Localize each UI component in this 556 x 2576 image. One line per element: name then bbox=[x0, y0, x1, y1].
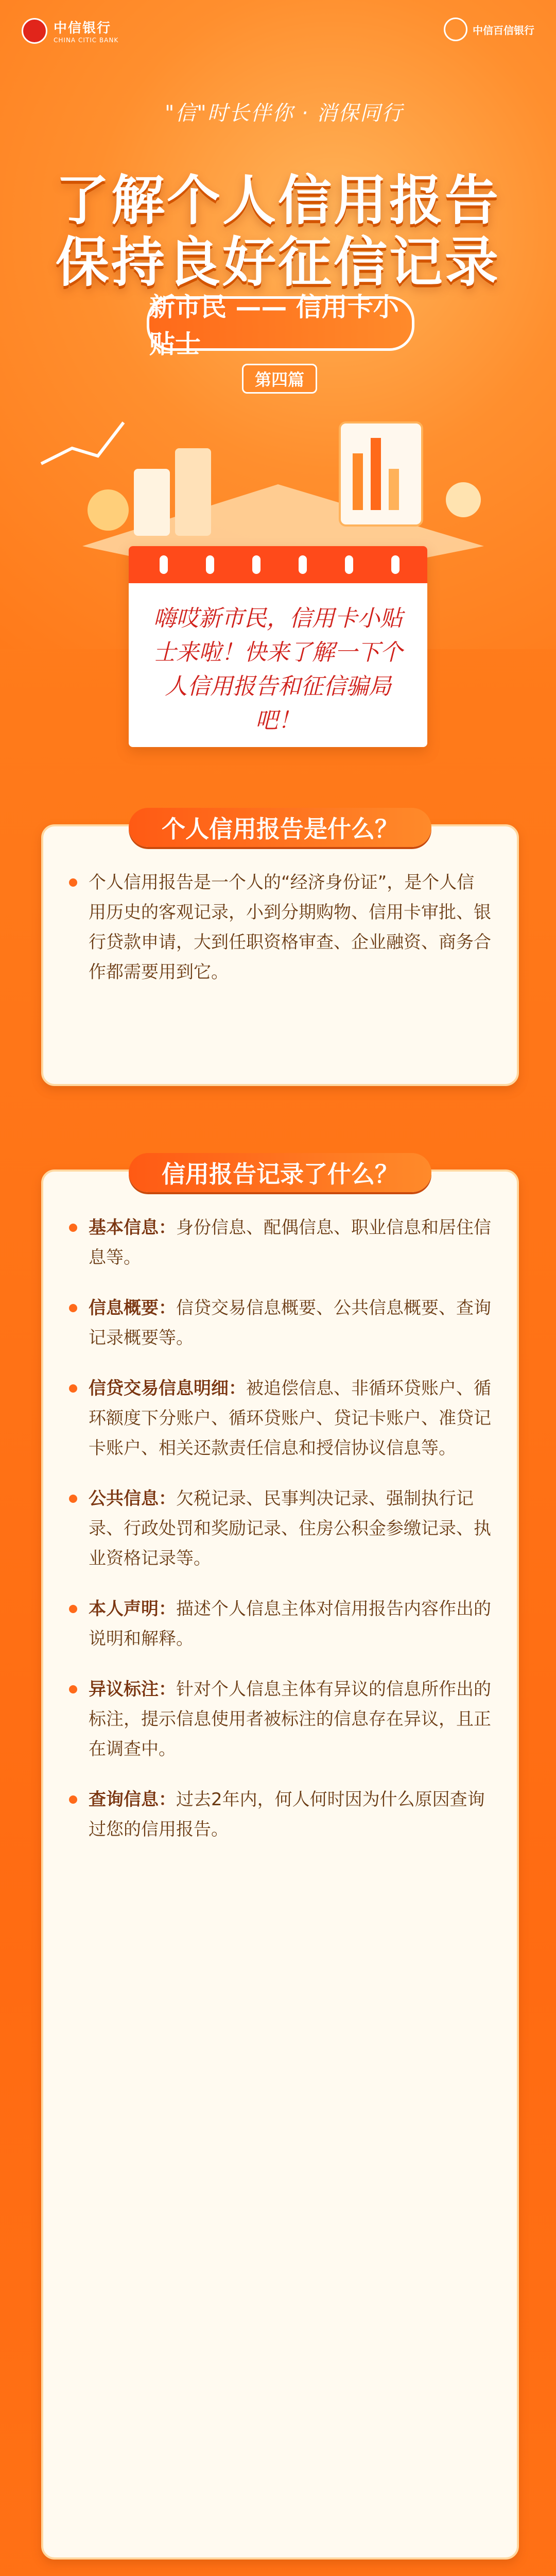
list-item bbox=[69, 868, 491, 987]
bank-logo-icon bbox=[22, 18, 47, 44]
item-label: 异议标注： bbox=[89, 1679, 176, 1700]
list-item bbox=[69, 1674, 491, 1764]
slogan: "信"时长伴你 · 消保同行 bbox=[165, 101, 403, 125]
item-text: 过去2年内，何人何时因为什么原因查询过您的信用报告。 bbox=[89, 1789, 485, 1840]
bullet-icon bbox=[69, 1384, 77, 1393]
item-label: 公共信息： bbox=[89, 1488, 176, 1509]
item-label: 本人声明： bbox=[89, 1599, 176, 1619]
section-report-contents bbox=[41, 1160, 519, 2560]
bullet-icon bbox=[69, 1795, 77, 1804]
item-text: 描述个人信息主体对信用报告内容作出的说明和解释。 bbox=[89, 1599, 491, 1649]
list-item bbox=[69, 1594, 491, 1654]
ring-icon bbox=[252, 555, 260, 574]
partner-logo bbox=[444, 18, 534, 41]
section-title: 信用报告记录了什么？ bbox=[129, 1153, 431, 1192]
ring-icon bbox=[391, 555, 399, 574]
bullet-icon bbox=[69, 1495, 77, 1503]
note-header bbox=[129, 546, 427, 583]
bullet-icon bbox=[69, 878, 77, 887]
bank-sub: CHINA CITIC BANK bbox=[54, 37, 119, 44]
ring-icon bbox=[160, 555, 168, 574]
item-text: 信贷交易信息概要、公共信息概要、查询记录概要等。 bbox=[89, 1298, 491, 1348]
bank-logo bbox=[22, 18, 118, 44]
list-item bbox=[69, 1484, 491, 1573]
ring-icon bbox=[206, 555, 214, 574]
note-text: 嗨哎新市民，信用卡小贴士来啦！快来了解一下个人信用报告和征信骗局吧！ bbox=[153, 605, 403, 734]
section-what-is-report bbox=[41, 815, 519, 1086]
item-text: 被追偿信息、非循环贷账户、循环额度下分账户、循环贷账户、贷记卡账户、准贷记卡账户、相关还款责任信息和授信协议信息等。 bbox=[89, 1378, 491, 1459]
partner-name: 中信百信银行 bbox=[473, 24, 534, 37]
top-bar bbox=[0, 0, 556, 62]
item-label: 基本信息： bbox=[89, 1217, 176, 1238]
list-item bbox=[69, 1213, 491, 1273]
ring-icon bbox=[299, 555, 307, 574]
ring-icon bbox=[345, 555, 353, 574]
bullet-icon bbox=[69, 1304, 77, 1312]
list-item bbox=[69, 1374, 491, 1463]
intro-note bbox=[129, 546, 427, 747]
main-title-line2: 保持良好征信记录 bbox=[55, 231, 500, 294]
bullet-icon bbox=[69, 1685, 77, 1693]
subtitle-pill: 新市民 —— 信用卡小贴士 bbox=[147, 296, 414, 351]
list-item bbox=[69, 1293, 491, 1353]
item-label: 信贷交易信息明细： bbox=[89, 1378, 246, 1399]
item-text: 欠税记录、民事判决记录、强制执行记录、行政处罚和奖励记录、住房公积金参缴记录、执业资格记录等。 bbox=[89, 1488, 491, 1569]
bullet-icon bbox=[69, 1224, 77, 1232]
item-text: 个人信用报告是一个人的“经济身份证”，是个人信用历史的客观记录，小到分期购物、信用卡审批、银行贷款申请，大到任职资格审查、企业融资、商务合作都需要用到它。 bbox=[89, 872, 491, 982]
item-label: 查询信息： bbox=[89, 1789, 176, 1810]
item-text: 身份信息、配偶信息、职业信息和居住信息等。 bbox=[89, 1217, 491, 1268]
section-title: 个人信用报告是什么？ bbox=[129, 808, 431, 847]
main-title-line1: 了解个人信用报告 bbox=[55, 169, 500, 232]
list-item bbox=[69, 1785, 491, 1844]
item-label: 信息概要： bbox=[89, 1298, 176, 1318]
bullet-icon bbox=[69, 1605, 77, 1613]
partner-logo-icon bbox=[444, 18, 467, 41]
bank-name: 中信银行 bbox=[54, 21, 112, 36]
item-text: 针对个人信息主体有异议的信息所作出的标注，提示信息使用者被标注的信息存在异议，且正在调查中。 bbox=[89, 1679, 491, 1759]
issue-badge: 第四篇 bbox=[242, 364, 317, 394]
